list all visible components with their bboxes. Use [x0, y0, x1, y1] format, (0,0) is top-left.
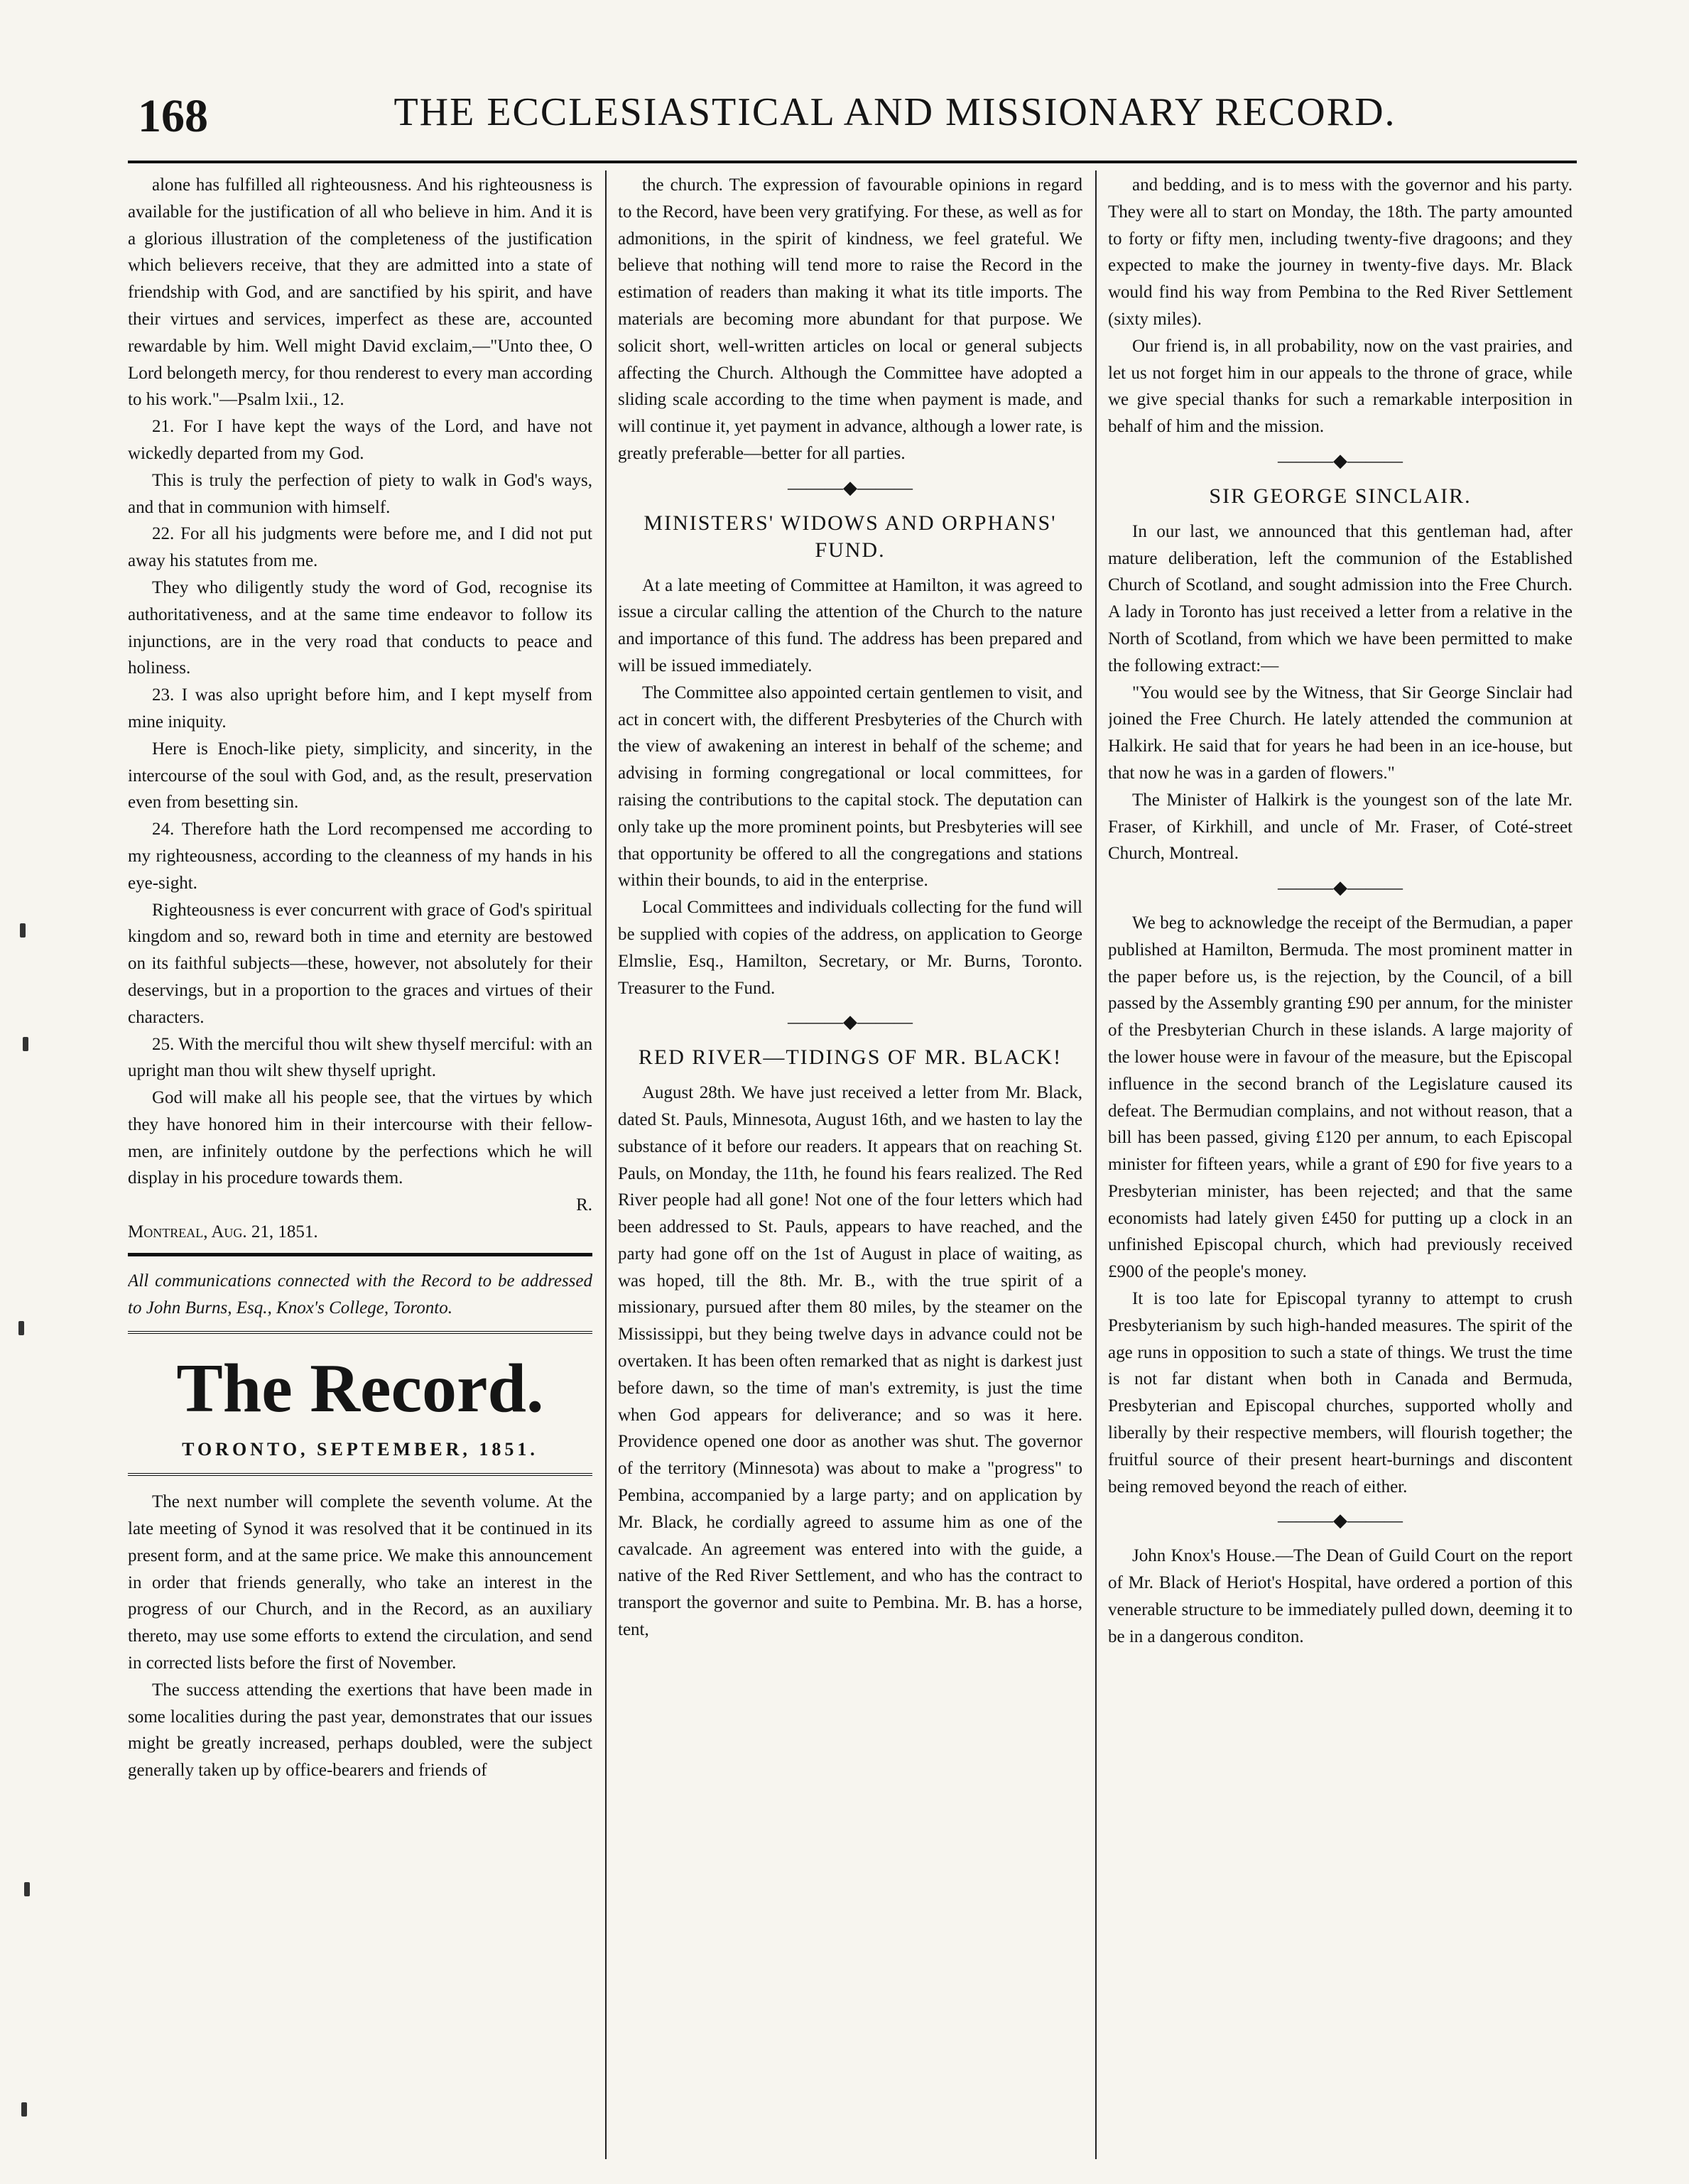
ornament-divider: ———◆——— [1278, 1510, 1403, 1531]
paragraph: August 28th. We have just received a letter from Mr. Black, dated St. Pauls, Minnesota, August 16th, and we hasten to lay the substance of it before our readers. It appears that on reaching St. Pauls, on Monday, the 11th, he found his fears realized. The Red River people had all gone! Not one of the four letters which had been addressed to St. Pauls, appears to have reached, and the party had gone off on the 1st of August in place of waiting, as was hoped, till the 8th. Mr. B., with the true spirit of a missionary, pursued after them 80 miles, by the steamer on the Mississippi, but they being twelve days in advance could not be overtaken. It has been often remarked that as night is darkest just before dawn, so the time of man's extremity, is just the time when God appears for deliverance; and so was it here. Providence opened one door as another was shut. The governor of the territory (Minnesota) was about to make a "progress" to Pembina, accompanied by a large party; and on application by Mr. Black, he cordially agreed to assume him as one of the cavalcade. An agreement was entered into with the guide, a native of the Red River Settlement, and who has the contract to transport the governor and suite to Pembina. Mr. B. has a horse, tent, [618, 1083, 1082, 1640]
ornament-divider: ———◆——— [788, 477, 913, 498]
scan-edge-marks [7, 0, 50, 2184]
section-heading: MINISTERS' WIDOWS AND ORPHANS' FUND. [643, 511, 1057, 562]
paragraph: This is truly the perfection of piety to walk in God's ways, and that in communion with himself. [128, 470, 592, 517]
section-rule [128, 1473, 592, 1476]
ornament-divider: ———◆——— [788, 1011, 913, 1033]
dateline: TORONTO, SEPTEMBER, 1851. [182, 1439, 538, 1460]
paragraph: At a late meeting of Committee at Hamilton, it was agreed to issue a circular calling the attention of the Church to the nature and importance of this fund. The address has been prepared and will be issued immediately. [618, 575, 1082, 675]
paragraph: the church. The expression of favourable opinions in regard to the Record, have been very gratifying. For these, as well as for admonitions, in the spirit of kindness, we feel grateful. We believe that nothing will tend more to raise the Record in the estimation of readers than making it what its title imports. The materials are becoming more abundant for that purpose. We solicit short, well-written articles on local or general subjects affecting the Church. Although the Committee have adopted a sliding scale according to the time when payment is made, and will continue it, yet payment in advance, although a lower rate, is greatly preferable—better for all parties. [618, 175, 1082, 463]
paragraph: God will make all his people see, that the virtues by which they have honored him in their intercourse with their fellow-men, are infinitely outdone by the perfections which he will display in his procedure towards them. [128, 1088, 592, 1188]
section-heading: SIR GEORGE SINCLAIR. [1209, 484, 1472, 508]
header-rule [128, 161, 1577, 163]
page-number: 168 [138, 90, 208, 142]
section-heading: RED RIVER—TIDINGS OF MR. BLACK! [638, 1045, 1063, 1070]
paragraph: It is too late for Episcopal tyranny to attempt to crush Presbyterianism by such high-handed measures. The spirit of the age runs in opposition to such a state of things. We trust the time is not far distant when both in Canada and Bermuda, Presbyterian and Episcopal churches, supported wholly and liberally by their respective members, will flourish together; the fruitful source of their present heart-burnings and discontent being removed beyond the reach of either. [1108, 1289, 1573, 1496]
column-divider [1095, 170, 1097, 2159]
paragraph: 23. I was also upright before him, and I kept myself from mine iniquity. [128, 685, 592, 732]
paragraph: John Knox's House.—The Dean of Guild Court on the report of Mr. Black of Heriot's Hospital, have ordered a portion of this venerable structure to be immediately pulled down, deeming it to be in a dangerous conditon. [1108, 1546, 1573, 1646]
paragraph: We beg to acknowledge the receipt of the Bermudian, a paper published at Hamilton, Bermuda. The most prominent matter in the paper before us, is the rejection, by the Council, of a bill passed by the Assembly granting £90 per annum, for the minister of the Presbyterian Church in these islands. A large majority of the lower house were in favour of the measure, but the Episcopal influence in the second branch of the Legislature caused its defeat. The Bermudian complains, and not without reason, that a bill has been passed, giving £120 per annum, to each Episcopal minister for fifteen years, while a grant of £90 for five years to a Presbyterian minister, has been rejected; and that the same economists had lately given £450 for putting up a clock in an unfinished Episcopal church, which had previously received £900 of the people's money. [1108, 913, 1573, 1282]
running-title: THE ECCLESIASTICAL AND MISSIONARY RECORD. [393, 90, 1396, 134]
paragraph: 24. Therefore hath the Lord recompensed me according to my righteousness, according to the cleanness of my hands in his eye-sight. [128, 820, 592, 893]
paragraph: 22. For all his judgments were before me, and I did not put away his statutes from me. [128, 524, 592, 571]
paragraph: Righteousness is ever concurrent with grace of God's spiritual kingdom and so, reward both in time and eternity are bestowed on its faithful subjects—these, however, not absolutely for their deservings, but in a proportion to the graces and virtues of their characters. [128, 900, 592, 1027]
paragraph: The success attending the exertions that have been made in some localities during the past year, demonstrates that our issues might be greatly increased, perhaps doubled, were the subject generally taken up by office-bearers and friends of [128, 1680, 592, 1781]
paragraph: Here is Enoch-like piety, simplicity, and sincerity, in the intercourse of the soul with God, and, as the result, preservation even from besetting sin. [128, 739, 592, 813]
paragraph: 21. For I have kept the ways of the Lord, and have not wickedly departed from my God. [128, 417, 592, 463]
column-3 [1108, 172, 1573, 2161]
page-header [114, 84, 1577, 162]
paragraph: alone has fulfilled all righteousness. And his righteousness is available for the justification of all who believe in him. And it is a glorious illustration of the completeness of the justification which believers receive, that they are admitted into a state of friendship with God, and are sanctified by his spirit, and have their virtues and services, imperfect as these are, accounted rewardable by him. Well might David exclaim,—"Unto thee, O Lord belongeth mercy, for thou renderest to every man according to his work."—Psalm lxii., 12. [128, 175, 592, 410]
paragraph: 25. With the merciful thou wilt shew thyself merciful: with an upright man thou wilt shew thyself upright. [128, 1034, 592, 1081]
column-1 [128, 172, 592, 2161]
column-2 [618, 172, 1082, 2161]
paragraph: Local Committees and individuals collecting for the fund will be supplied with copies of the address, on application to George Elmslie, Esq., Hamilton, Secretary, or Mr. Burns, Toronto. Treasurer to the Fund. [618, 898, 1082, 998]
paragraph: In our last, we announced that this gentleman had, after mature deliberation, left the communion of the Established Church of Scotland, and sought admission into the Free Church. A lady in Toronto has just received a letter from a relative in the North of Scotland, from which we have been permitted to make the following extract:— [1108, 521, 1573, 675]
section-rule [128, 1331, 592, 1334]
ornament-divider: ———◆——— [1278, 450, 1403, 471]
signoff: Montreal, Aug. 21, 1851. [128, 1222, 318, 1242]
paragraph: Our friend is, in all probability, now on the vast prairies, and let us not forget him in our appeals to the throne of grace, while we give special thanks for such a remarkable interposition in behalf of him and the mission. [1108, 336, 1573, 437]
paragraph: and bedding, and is to mess with the governor and his party. They were all to start on Monday, the 18th. The party amounted to forty or fifty men, including twenty-five dragoons; and they expected to make the journey in twenty-five days. Mr. Black would find his way from Pembina to the Red River Settlement (sixty miles). [1108, 175, 1573, 329]
masthead: The Record. [176, 1350, 544, 1428]
paragraph: The Minister of Halkirk is the youngest son of the late Mr. Fraser, of Kirkhill, and uncle of Mr. Fraser, of Coté-street Church, Montreal. [1108, 790, 1573, 864]
column-divider [605, 170, 607, 2159]
paragraph: They who diligently study the word of God, recognise its authoritativeness, and at the same time endeavor to follow its injunctions, are in the very road that conducts to peace and holiness. [128, 577, 592, 678]
signature: R. [576, 1195, 592, 1215]
notice: All communications connected with the Record to be addressed to John Burns, Esq., Knox's College, Toronto. [128, 1271, 592, 1318]
ornament-divider: ———◆——— [1278, 877, 1403, 898]
section-rule [128, 1253, 592, 1256]
paragraph: "You would see by the Witness, that Sir George Sinclair had joined the Free Church. He lately attended the communion at Halkirk. He said that for years he had been in an ice-house, but that now he was in a garden of flowers." [1108, 683, 1573, 783]
paragraph: The Committee also appointed certain gentlemen to visit, and act in concert with, the different Presbyteries of the Church with the view of awakening an interest in behalf of the scheme; and advising in forming congregational or local committees, for raising the contributions to the capital stock. The deputation can only take up the more prominent points, but Presbyteries will see that opportunity be offered to all the congregations and stations within their bounds, to aid in the enterprise. [618, 683, 1082, 891]
paragraph: The next number will complete the seventh volume. At the late meeting of Synod it was resolved that it be continued in its present form, and at the same price. We make this announcement in order that friends generally, who take an interest in the progress of our Church, and in the Record, as an auxiliary thereto, may use some efforts to extend the circulation, and send in corrected lists before the first of November. [128, 1492, 592, 1673]
